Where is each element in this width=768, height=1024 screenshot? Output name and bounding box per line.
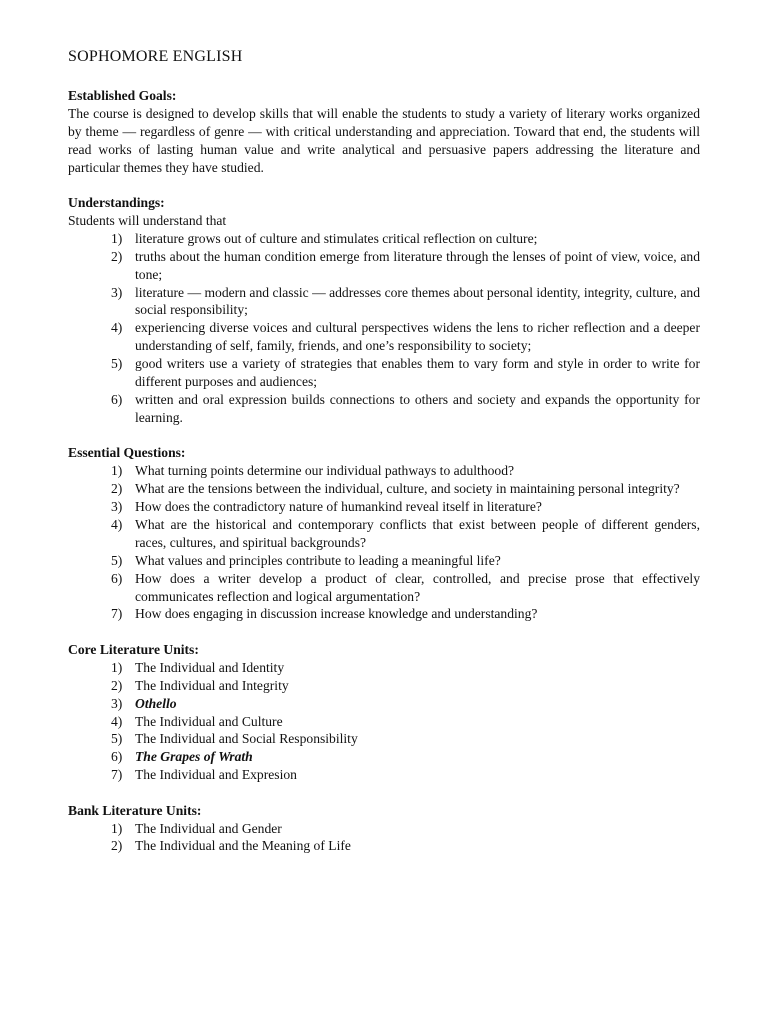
understandings-intro: Students will understand that: [68, 212, 227, 228]
list-item: [68, 730, 700, 748]
list-number: 4): [111, 516, 123, 532]
list-text: The Individual and the Meaning of Life: [135, 838, 351, 854]
goals-text: The course is designed to develop skills that will enable the students to study a variety of literary works organized by theme — regardless of genre — with critical understanding and appreciation. Toward that end, the students will read works of lasting human value and write analytical and persuasive papers addressing the literature and particular themes they have studied.: [68, 105, 700, 175]
list-text: experiencing diverse voices and cultural perspectives widens the lens to richer reflection and a deeper understanding of self, family, friends, and one’s responsibility to society;: [135, 320, 700, 354]
list-item: [68, 516, 700, 552]
work-title-othello: Othello: [135, 695, 177, 711]
list-number: 7): [111, 767, 123, 783]
list-text: How does a writer develop a product of clear, controlled, and precise prose that effectively communicates reflection and logical argumentation?: [135, 570, 700, 604]
list-item: [68, 552, 700, 570]
list-text: The Individual and Gender: [135, 820, 282, 836]
list-text: How does engaging in discussion increase knowledge and understanding?: [135, 606, 538, 622]
list-text: The Individual and Expresion: [135, 767, 297, 783]
list-text: The Individual and Culture: [135, 713, 283, 729]
list-number: 5): [111, 552, 123, 568]
list-number: 2): [111, 677, 123, 693]
list-text: written and oral expression builds connections to others and society and expands the opportunity for learning.: [135, 392, 700, 425]
document-content: [68, 47, 700, 873]
list-number: 4): [111, 320, 123, 336]
list-number: 6): [111, 570, 123, 586]
list-text: How does the contradictory nature of humankind reveal itself in literature?: [135, 499, 542, 515]
list-number: 1): [111, 820, 123, 836]
list-number: 6): [111, 749, 123, 765]
list-number: 2): [111, 838, 123, 854]
list-text: What are the tensions between the individual, culture, and society in maintaining personal integrity?: [135, 481, 680, 497]
list-item: [68, 498, 700, 516]
list-text: What turning points determine our individual pathways to adulthood?: [135, 463, 515, 479]
understandings-list: [68, 230, 700, 427]
list-item: [68, 319, 700, 355]
list-number: 3): [111, 499, 123, 515]
page-title: SOPHOMORE ENGLISH: [68, 48, 243, 65]
list-number: 3): [111, 284, 123, 300]
bank-units-list: [68, 820, 700, 856]
list-text: What values and principles contribute to leading a meaningful life?: [135, 552, 501, 568]
goals-section: [68, 87, 700, 177]
list-text: literature — modern and classic — addresses core themes about personal identity, integrity, culture, and social responsibility;: [135, 284, 700, 318]
list-item: [68, 713, 700, 731]
goals-heading: Established Goals:: [68, 88, 177, 103]
list-item: [68, 677, 700, 695]
list-item: [68, 748, 700, 766]
list-number: 4): [111, 713, 123, 729]
understandings-heading: Understandings:: [68, 195, 165, 211]
bank-units-section: [68, 802, 700, 856]
list-number: 2): [111, 481, 123, 497]
list-item: [68, 570, 700, 606]
list-text: good writers use a variety of strategies that enables them to vary form and style in order to write for different purposes and audiences;: [135, 356, 700, 390]
list-item: [68, 480, 700, 498]
work-title-grapes-of-wrath: The Grapes of Wrath: [135, 749, 253, 765]
list-text: The Individual and Identity: [135, 659, 285, 675]
list-item: [68, 391, 700, 427]
list-number: 3): [111, 695, 123, 711]
list-item: [68, 284, 700, 320]
list-text: truths about the human condition emerge from literature through the lenses of point of view, voice, and tone;: [135, 248, 700, 282]
list-item: [68, 837, 700, 855]
list-number: 5): [111, 356, 123, 372]
list-item: [68, 605, 700, 623]
core-units-heading: Core Literature Units:: [68, 641, 199, 657]
list-number: 1): [111, 230, 123, 246]
list-text: literature grows out of culture and stimulates critical reflection on culture;: [135, 230, 538, 246]
list-text: The Individual and Social Responsibility: [135, 731, 358, 747]
list-item: [68, 230, 700, 248]
questions-section: [68, 444, 700, 623]
list-item: [68, 248, 700, 284]
list-number: 6): [111, 392, 123, 407]
list-item: [68, 355, 700, 391]
questions-list: [68, 462, 700, 623]
list-number: 1): [111, 463, 123, 479]
list-item: [68, 820, 700, 838]
bank-units-heading: Bank Literature Units:: [68, 802, 202, 818]
list-item: [68, 462, 700, 480]
list-item: [68, 659, 700, 677]
core-units-section: [68, 641, 700, 784]
list-item: [68, 766, 700, 784]
list-text: The Individual and Integrity: [135, 677, 289, 693]
list-number: 2): [111, 248, 123, 264]
questions-heading: Essential Questions:: [68, 445, 186, 461]
list-item: [68, 695, 700, 713]
understandings-section: [68, 194, 700, 427]
core-units-list: [68, 659, 700, 784]
list-text: What are the historical and contemporary conflicts that exist between people of different genders, races, cultures, and spiritual backgrounds?: [135, 516, 700, 550]
list-number: 7): [111, 606, 123, 622]
list-number: 5): [111, 731, 123, 747]
list-number: 1): [111, 659, 123, 675]
